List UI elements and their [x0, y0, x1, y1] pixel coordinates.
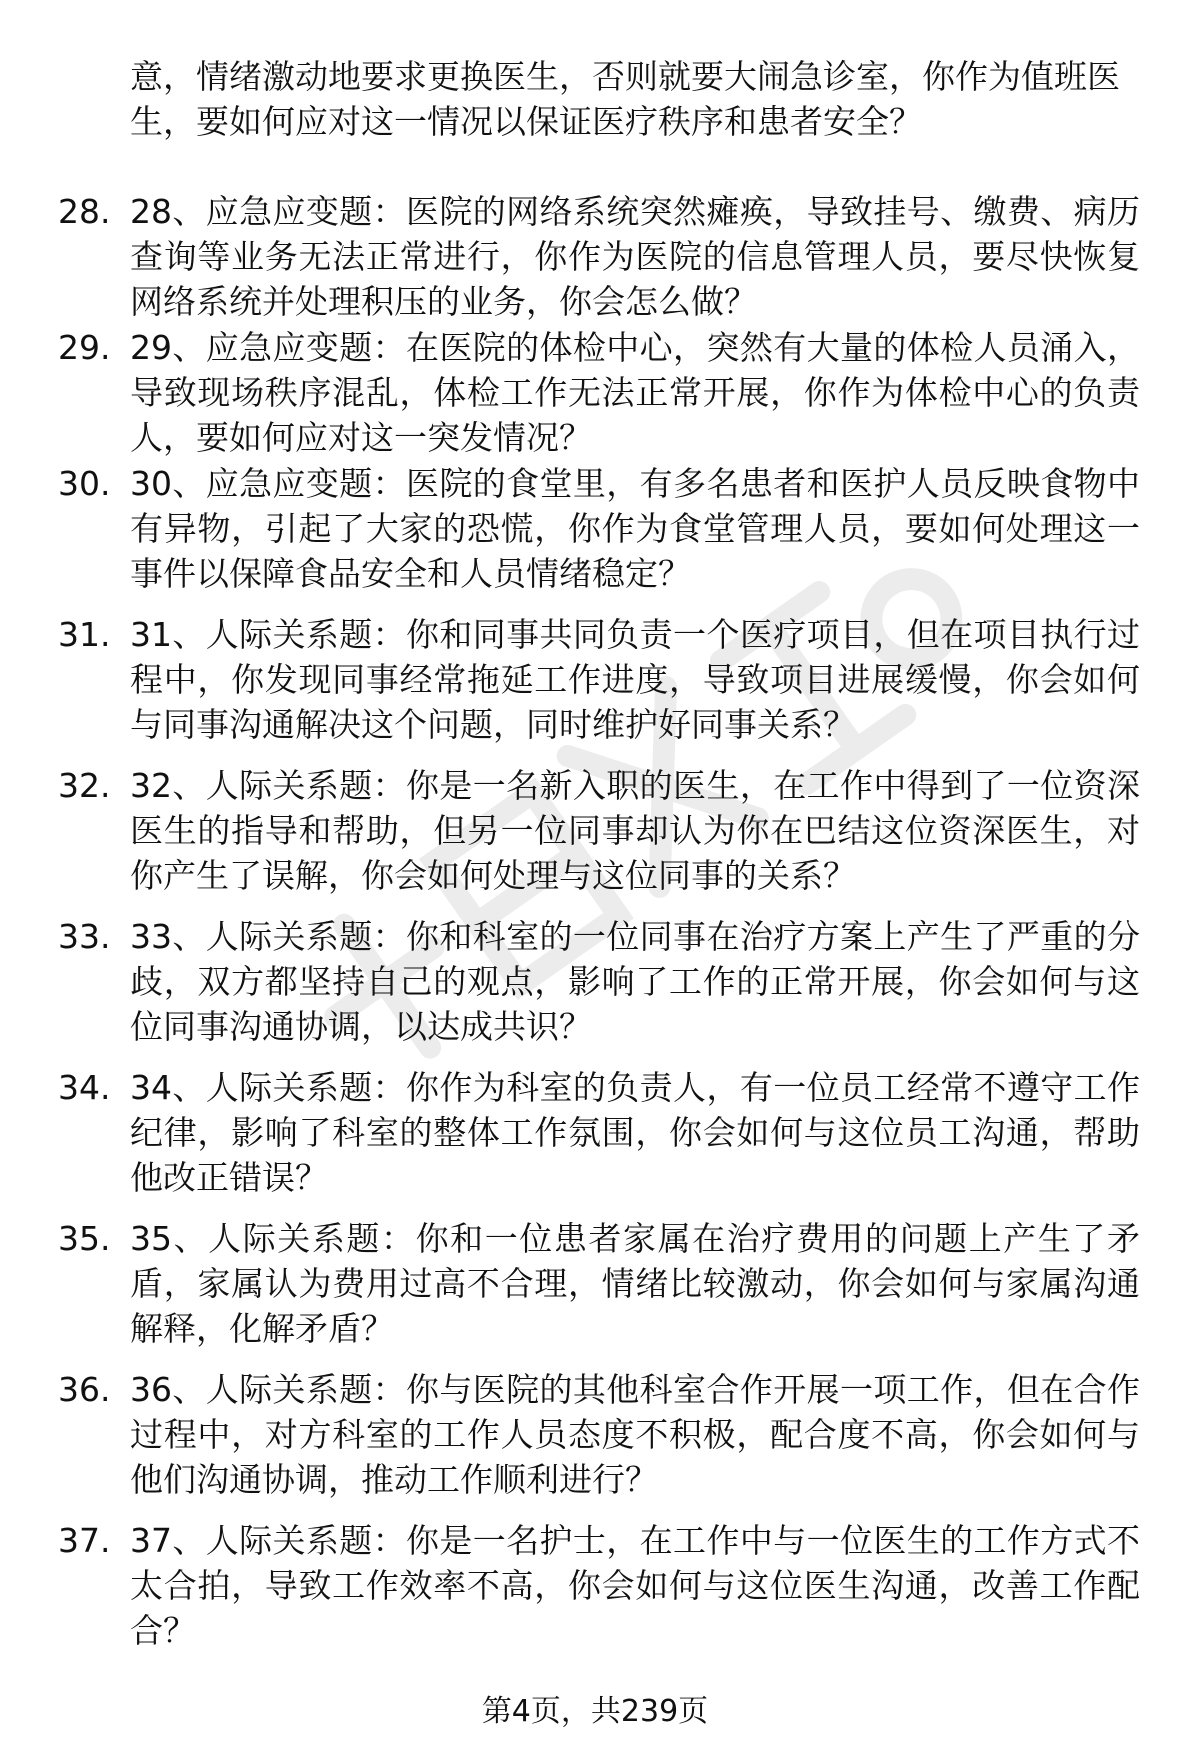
question-number: 33. [58, 917, 111, 956]
question-number: 31. [58, 615, 111, 654]
continued-question-text: 意，情绪激动地要求更换医生，否则就要大闹急诊室，你作为值班医生，要如何应对这一情况以保证医疗秩序和患者安全？ [130, 57, 1120, 141]
question-number: 36. [58, 1370, 111, 1409]
question-number: 37. [58, 1521, 111, 1560]
question-text: 33、人际关系题：你和科室的一位同事在治疗方案上产生了严重的分歧，双方都坚持自己的观点，影响了工作的正常开展，你会如何与这位同事沟通协调，以达成共识？ [130, 917, 1140, 1046]
question-text: 31、人际关系题：你和同事共同负责一个医疗项目，但在项目执行过程中，你发现同事经常拖延工作进度，导致项目进展缓慢，你会如何与同事沟通解决这个问题，同时维护好同事关系？ [130, 615, 1140, 744]
question-text: 29、应急应变题：在医院的体检中心，突然有大量的体检人员涌入，导致现场秩序混乱，体检工作无法正常开展，你作为体检中心的负责人，要如何应对这一突发情况？ [130, 328, 1140, 457]
question-number: 34. [58, 1068, 111, 1107]
page-number: 第4页，共239页 [481, 1694, 709, 1729]
question-number: 35. [58, 1219, 111, 1258]
question-number: 28. [58, 192, 111, 231]
question-number: 30. [58, 464, 111, 503]
question-text: 35、人际关系题：你和一位患者家属在治疗费用的问题上产生了矛盾，家属认为费用过高不合理，情绪比较激动，你会如何与家属沟通解释，化解矛盾？ [130, 1219, 1140, 1348]
question-text: 28、应急应变题：医院的网络系统突然瘫痪，导致挂号、缴费、病历查询等业务无法正常进行，你作为医院的信息管理人员，要尽快恢复网络系统并处理积压的业务，你会怎么做？ [130, 192, 1140, 321]
question-text: 30、应急应变题：医院的食堂里，有多名患者和医护人员反映食物中有异物，引起了大家的恐慌，你作为食堂管理人员，要如何处理这一事件以保障食品安全和人员情绪稳定？ [130, 464, 1140, 593]
question-number: 29. [58, 328, 111, 367]
question-text: 34、人际关系题：你作为科室的负责人，有一位员工经常不遵守工作纪律，影响了科室的整体工作氛围，你会如何与这位员工沟通，帮助他改正错误？ [130, 1068, 1140, 1197]
question-number: 32. [58, 766, 111, 805]
question-text: 36、人际关系题：你与医院的其他科室合作开展一项工作，但在合作过程中，对方科室的工作人员态度不积极，配合度不高，你会如何与他们沟通协调，推动工作顺利进行？ [130, 1370, 1140, 1499]
question-text: 37、人际关系题：你是一名护士，在工作中与一位医生的工作方式不太合拍，导致工作效率不高，你会如何与这位医生沟通，改善工作配合？ [130, 1521, 1140, 1650]
question-text: 32、人际关系题：你是一名新入职的医生，在工作中得到了一位资深医生的指导和帮助，但另一位同事却认为你在巴结这位资深医生，对你产生了误解，你会如何处理与这位同事的关系？ [130, 766, 1140, 895]
